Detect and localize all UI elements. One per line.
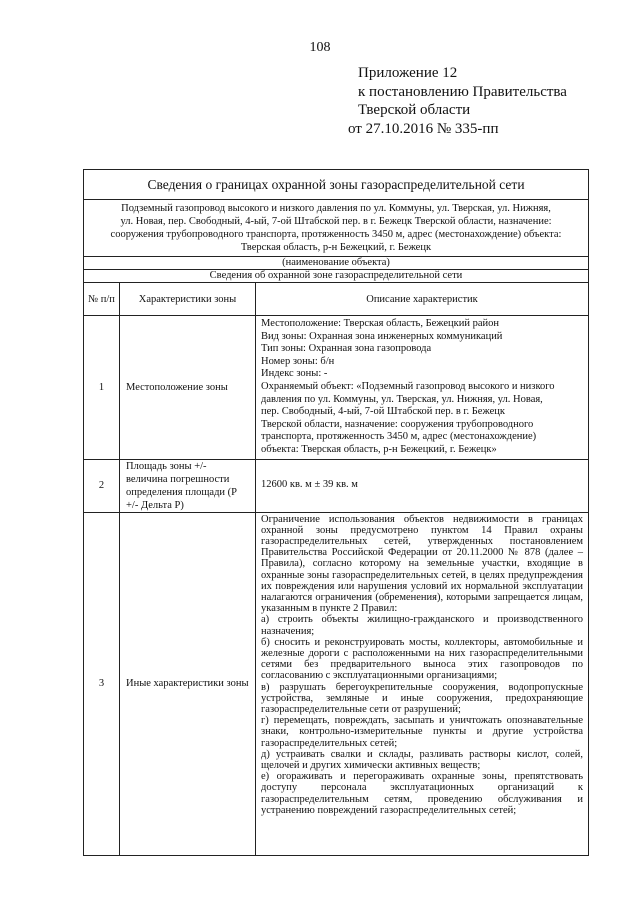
table-row [84,316,589,460]
row-characteristic: Площадь зоны +/- величина погрешности определения площади (Р +/- Дельта Р) [120,459,256,512]
row-description [256,512,589,855]
desc-line: Тверской области, назначение: сооружения трубопроводного [261,418,534,430]
desc-line: объекта: Тверская область, р-н Бежецкий, г. Бежецк» [261,443,497,455]
desc-line: Номер зоны: б/н [261,355,335,367]
header-characteristic: Характеристики зоны [120,283,256,316]
zone-info-table [83,169,589,856]
desc-line: пер. Свободный, 4-ый, 7-ой Штабской пер. в г. Бежецк [261,406,505,418]
object-line: Тверская область, р-н Бежецкий, г. Бежецк [240,242,432,253]
row-characteristic: Иные характеристики зоны [120,512,256,855]
appendix-line-4: от 27.10.2016 № 335-пп [348,120,499,137]
page-number: 108 [309,40,331,55]
desc-paragraph: г) перемещать, повреждать, засыпать и уничтожать опознавательные знаки, контрольно-измерительные пункты и другие устройства газораспределительных сетей; [261,715,583,749]
object-line: ул. Новая, пер. Свободный, 4-ый, 7-ой Штабской пер. в г. Бежецк Тверской области, назначение: [120,216,552,227]
desc-line: Местоположение: Тверская область, Бежецкий район [261,318,500,329]
desc-paragraph: в) разрушать берегоукрепительные сооружения, водопропускные устройства, земляные и иные сооружения, предохраняющие газораспределительные сети от разрушений; [261,681,583,715]
object-line: Подземный газопровод высокого и низкого давления по ул. Коммуны, ул. Тверская, ул. Нижняя, [121,203,551,214]
desc-line: давления по ул. Коммуны, ул. Тверская, ул. Нижняя, ул. Новая, [261,393,543,405]
object-caption: (наименование объекта) [84,257,589,270]
table-row [84,459,589,512]
header-num: № п/п [84,283,120,316]
zone-info-title: Сведения об охранной зоне газораспределительной сети [84,270,589,283]
desc-paragraph: Ограничение использования объектов недвижимости в границах охранной зоны предусмотрено пунктом 14 Правил охраны газораспределительных сетей, утвержденных постановлением Правительства Российской Федерации от 20.11.2000 № 878 (далее – Правила), согласно которому на земельные участки, входящие в охранные зоны газораспределительных сетей, в целях предупреждения их повреждения или нарушения условий их нормальной эксплуатации налагаются ограничения (обременения), которыми запрещается лицам, указанным в пункте 2 Правил: [261,513,583,615]
desc-line: Вид зоны: Охранная зона инженерных коммуникаций [261,330,503,342]
desc-line: Охраняемый объект: «Подземный газопровод высокого и низкого [261,380,555,392]
object-line: сооружения трубопроводного транспорта, протяженность 3450 м, адрес (местонахождение) объекта: [110,229,562,240]
table-title: Сведения о границах охранной зоны газораспределительной сети [84,170,589,200]
desc-line: Индекс зоны: - [261,368,328,380]
desc-line: Тип зоны: Охранная зона газопровода [261,343,432,355]
row-description [256,316,589,460]
object-name [84,200,589,257]
row-characteristic: Местоположение зоны [120,316,256,460]
header-description: Описание характеристик [256,283,589,316]
desc-paragraph: б) сносить и реконструировать мосты, коллекторы, автомобильные и железные дороги с расположенными на них газораспределительными сетями без предварительного выноса этих газопроводов по согласованию с эксплуатационными организациями; [261,636,583,682]
appendix-line-1: Приложение 12 [358,65,458,81]
table-row [84,512,589,855]
desc-paragraph: а) строить объекты жилищно-гражданского и производственного назначения; [261,614,583,637]
desc-paragraph: д) устраивать свалки и склады, разливать растворы кислот, солей, щелочей и других химически активных веществ; [261,748,583,771]
row-description: 12600 кв. м ± 39 кв. м [256,459,589,512]
appendix-line-3: Тверской области [358,102,471,118]
desc-paragraph: е) огораживать и перегораживать охранные зоны, препятствовать доступу персонала эксплуатационных организаций к газораспределительным сетям, проведению обслуживания и устранению повреждений газораспределительных сетей; [261,771,583,816]
desc-line: транспорта, протяженность 3450 м, адрес (местонахождение) [261,431,537,443]
appendix-header [340,64,610,138]
appendix-line-2: к постановлению Правительства [358,83,567,100]
row-num: 3 [84,512,120,855]
row-num: 1 [84,316,120,460]
row-num: 2 [84,459,120,512]
